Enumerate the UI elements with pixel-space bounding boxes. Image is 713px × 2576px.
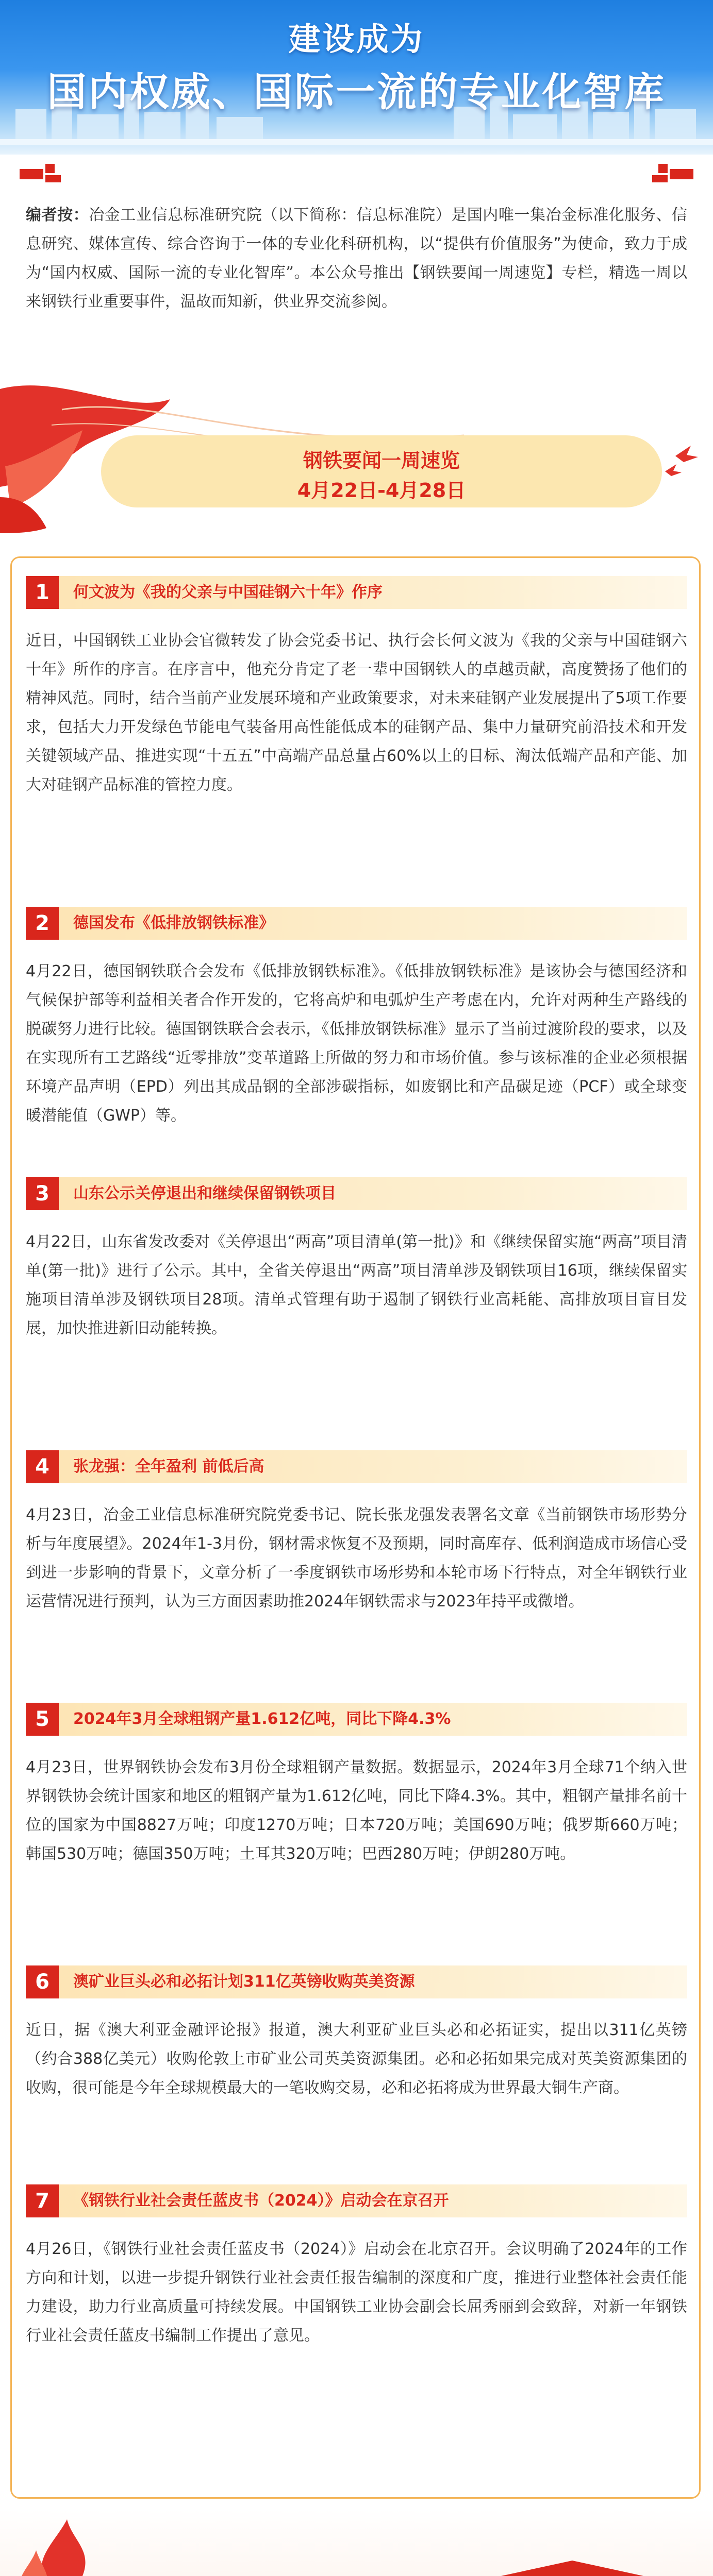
news-item-title: 山东公示关停退出和继续保留钢铁项目 [73, 1184, 336, 1202]
news-item-text: 近日，据《澳大利亚金融评论报》报道，澳大利亚矿业巨头必和必拓证实，提出以311亿英镑（约合388亿美元）收购伦敦上市矿业公司英美资源集团。必和必拓如果完成对英美资源集团的收购，很可能是今年全球规模最大的一笔收购交易，必和必拓将成为世界最大铜生产商。 [26, 2021, 687, 2097]
news-item-text: 近日，中国钢铁工业协会官微转发了协会党委书记、执行会长何文波为《我的父亲与中国硅钢六十年》所作的序言。在序言中，他充分肯定了老一辈中国钢铁人的卓越贡献，高度赞扬了他们的精神风范。同时，结合当前产业发展环境和产业政策要求，对未来硅钢产业发展提出了5项工作要求，包括大力开发绿色节能电气装备用高性能低成本的硅钢产品、集中力量研究前沿技术和开发关键领域产品、推进实现“十五五”中高端产品总量占60%以上的目标、淘汰低端产品和产能、加大对硅钢产品标准的管控力度。 [26, 632, 687, 794]
news-item [26, 2184, 687, 2350]
news-item-number: 3 [26, 1177, 59, 1210]
digest-title: 钢铁要闻一周速览 [303, 449, 460, 472]
news-item-number: 7 [26, 2184, 59, 2217]
news-item-header [26, 1177, 687, 1210]
news-item-title: 澳矿业巨头必和必拓计划311亿英镑收购英美资源 [73, 1973, 415, 1991]
block-decoration-left [20, 164, 66, 184]
news-item-title: 德国发布《低排放钢铁标准》 [73, 914, 274, 932]
news-item-text: 4月22日，山东省发改委对《关停退出“两高”项目清单(第一批)》和《继续保留实施“两高”项目清单(第一批)》进行了公示。其中，全省关停退出“两高”项目清单涉及钢铁项目16项，继续保留实施项目清单涉及钢铁项目28项。清单式管理有助于遏制了钢铁行业高耗能、高排放项目盲目发展，加快推进新旧动能转换。 [26, 1233, 687, 1337]
hero-banner [0, 0, 713, 155]
news-item-number: 5 [26, 1703, 59, 1736]
news-item-header [26, 2184, 687, 2217]
news-item-number: 4 [26, 1450, 59, 1483]
block-decoration-right [647, 164, 693, 184]
news-item-number: 6 [26, 1965, 59, 1998]
news-item-header [26, 907, 687, 940]
news-item-header [26, 576, 687, 609]
digest-header [0, 379, 713, 564]
news-item-text: 4月23日，世界钢铁协会发布3月份全球粗钢产量数据。数据显示，2024年3月全球71个纳入世界钢铁协会统计国家和地区的粗钢产量为1.612亿吨，同比下降4.3%。其中，粗钢产量排名前十位的国家为中国8827万吨；印度1270万吨；日本720万吨；美国690万吨；俄罗斯660万吨；韩国530万吨；德国350万吨；土耳其320万吨；巴西280万吨；伊朗280万吨。 [26, 1758, 687, 1863]
news-item-header [26, 1450, 687, 1483]
hero-title-line1: 建设成为 [288, 20, 425, 58]
digest-date-range: 4月22日-4月28日 [297, 479, 466, 502]
news-item [26, 1965, 687, 2103]
news-item-text: 4月23日，冶金工业信息标准研究院党委书记、院长张龙强发表署名文章《当前钢铁市场形势分析与年度展望》。2024年1-3月份，钢材需求恢复不及预期，同时高库存、低利润造成市场信心受到进一步影响的背景下，文章分析了一季度钢铁市场形势和本轮市场下行特点，对全年钢铁行业运营情况进行预判，认为三方面因素助推2024年钢铁需求与2023年持平或微增。 [26, 1506, 687, 1611]
news-item-number: 1 [26, 576, 59, 609]
news-item [26, 1703, 687, 1869]
editor-note-label: 编者按： [26, 206, 89, 224]
news-item-title: 2024年3月全球粗钢产量1.612亿吨，同比下降4.3% [73, 1710, 451, 1728]
news-item-title: 何文波为《我的父亲与中国硅钢六十年》作序 [73, 583, 383, 601]
news-item-text: 4月26日，《钢铁行业社会责任蓝皮书（2024）》启动会在北京召开。会议明确了2024年的工作方向和计划，以进一步提升钢铁行业社会责任报告编制的深度和广度，推进行业整体社会责任能力建设，助力行业高质量可持续发展。中国钢铁工业协会副会长屈秀丽到会致辞，对新一年钢铁行业社会责任蓝皮书编制工作提出了意见。 [26, 2240, 687, 2345]
editor-note-text: 冶金工业信息标准研究院（以下简称：信息标准院）是国内唯一集冶金标准化服务、信息研究、媒体宣传、综合咨询于一体的专业化科研机构，以“提供有价值服务”为使命，致力于成为“国内权威、国际一流的专业化智库”。本公众号推出【钢铁要闻一周速览】专栏，精选一周以来钢铁行业重要事件，温故而知新，供业界交流参阅。 [26, 206, 688, 311]
hero-title-line2: 国内权威、国际一流的专业化智库 [47, 69, 666, 115]
news-item-title: 张龙强：全年盈利 前低后高 [73, 1458, 264, 1476]
news-item-number: 2 [26, 907, 59, 940]
news-item [26, 1450, 687, 1616]
news-item-header [26, 1703, 687, 1736]
news-item [26, 907, 687, 1130]
news-item-text: 4月22日，德国钢铁联合会发布《低排放钢铁标准》。《低排放钢铁标准》是该协会与德国经济和气候保护部等利益相关者合作开发的，它将高炉和电弧炉生产考虑在内，允许对两种生产路线的脱碳努力进行比较。德国钢铁联合会表示，《低排放钢铁标准》显示了当前过渡阶段的要求，以及在实现所有工艺路线“近零排放”变革道路上所做的努力和市场价值。参与该标准的企业必须根据环境产品声明（EPD）列出其成品钢的全部涉碳指标，如废钢比和产品碳足迹（PCF）或全球变暖潜能值（GWP）等。 [26, 962, 687, 1125]
news-item-header [26, 1965, 687, 1998]
news-item-title: 《钢铁行业社会责任蓝皮书（2024）》启动会在京召开 [73, 2192, 449, 2210]
news-item [26, 576, 687, 800]
editor-note [26, 201, 687, 316]
news-item [26, 1177, 687, 1343]
footer-decoration [0, 2509, 713, 2576]
